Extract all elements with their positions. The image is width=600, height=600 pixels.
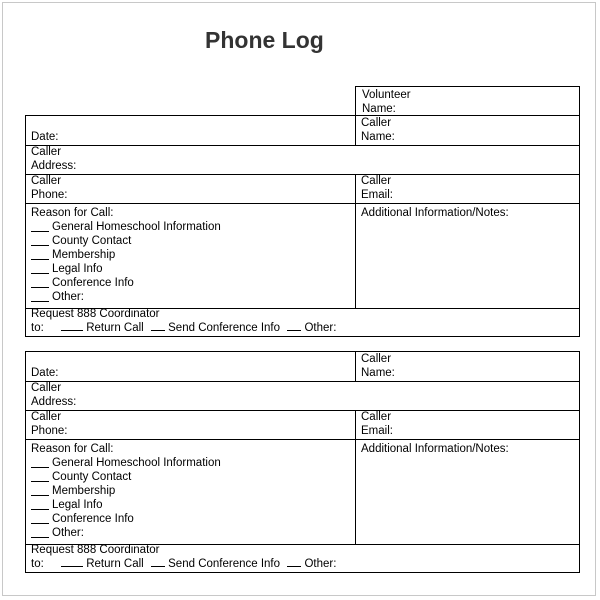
caller-phone-label-1: Caller xyxy=(31,411,62,423)
reason-option[interactable] xyxy=(31,290,355,304)
caller-phone-field[interactable] xyxy=(26,411,356,439)
caller-email-field[interactable] xyxy=(356,175,579,203)
reason-option-label: County Contact xyxy=(52,235,132,247)
request-to-label: to: xyxy=(31,322,44,334)
reason-option-label: Conference Info xyxy=(52,513,134,525)
checkbox-blank[interactable] xyxy=(31,286,49,288)
caller-email-label-1: Caller xyxy=(361,175,392,187)
reason-option-label: Conference Info xyxy=(52,277,134,289)
caller-address-label-2: Address: xyxy=(31,160,77,172)
send-info-label: Send Conference Info xyxy=(168,322,281,334)
caller-phone-label-1: Caller xyxy=(31,175,62,187)
reason-option[interactable] xyxy=(31,470,355,484)
reason-option-label: General Homeschool Information xyxy=(52,457,221,469)
caller-address-label-1: Caller xyxy=(31,382,62,394)
other-label: Other: xyxy=(304,322,337,334)
reason-label: Reason for Call: xyxy=(31,207,114,219)
caller-name-field[interactable] xyxy=(356,352,579,381)
request-coordinator-section xyxy=(26,545,579,572)
reason-option[interactable] xyxy=(31,220,355,234)
other-label: Other: xyxy=(304,558,337,570)
reason-label: Reason for Call: xyxy=(31,443,114,455)
checkbox-blank[interactable] xyxy=(31,522,49,524)
reason-option-label: Membership xyxy=(52,485,116,497)
caller-name-label-2: Name: xyxy=(361,367,395,379)
reason-option[interactable] xyxy=(31,234,355,248)
reason-option[interactable] xyxy=(31,498,355,512)
return-call-label: Return Call xyxy=(86,322,144,334)
reason-option-label: Membership xyxy=(52,249,116,261)
return-call-blank[interactable] xyxy=(61,565,83,567)
caller-phone-label-2: Phone: xyxy=(31,189,68,201)
reason-option[interactable] xyxy=(31,276,355,290)
caller-email-label-2: Email: xyxy=(361,425,393,437)
reason-option-label: Other: xyxy=(52,527,84,539)
send-info-blank[interactable] xyxy=(151,565,165,567)
caller-address-label-2: Address: xyxy=(31,396,77,408)
date-label: Date: xyxy=(31,131,59,143)
other-blank[interactable] xyxy=(287,329,301,331)
date-label: Date: xyxy=(31,367,59,379)
caller-address-field[interactable] xyxy=(26,382,579,410)
caller-name-field[interactable] xyxy=(356,116,579,145)
send-info-blank[interactable] xyxy=(151,329,165,331)
phone-log-entry xyxy=(25,115,580,337)
reason-option-label: General Homeschool Information xyxy=(52,221,221,233)
caller-address-field[interactable] xyxy=(26,146,579,174)
request-options xyxy=(31,321,579,335)
reason-option-label: Legal Info xyxy=(52,499,103,511)
checkbox-blank[interactable] xyxy=(31,466,49,468)
request-to-label: to: xyxy=(31,558,44,570)
date-field[interactable] xyxy=(26,116,356,145)
volunteer-label-line1: Volunteer xyxy=(362,89,411,101)
caller-phone-label-2: Phone: xyxy=(31,425,68,437)
checkbox-blank[interactable] xyxy=(31,494,49,496)
volunteer-label-line2: Name: xyxy=(362,103,396,115)
checkbox-blank[interactable] xyxy=(31,508,49,510)
reason-option-label: Legal Info xyxy=(52,263,103,275)
reason-for-call-section xyxy=(26,204,356,308)
reason-option[interactable] xyxy=(31,512,355,526)
checkbox-blank[interactable] xyxy=(31,244,49,246)
reason-option[interactable] xyxy=(31,456,355,470)
caller-name-label-2: Name: xyxy=(361,131,395,143)
checkbox-blank[interactable] xyxy=(31,258,49,260)
reason-option-label: County Contact xyxy=(52,471,132,483)
caller-email-field[interactable] xyxy=(356,411,579,439)
reason-option[interactable] xyxy=(31,262,355,276)
reason-for-call-section xyxy=(26,440,356,544)
checkbox-blank[interactable] xyxy=(31,300,49,302)
request-coordinator-section xyxy=(26,309,579,336)
checkbox-blank[interactable] xyxy=(31,480,49,482)
send-info-label: Send Conference Info xyxy=(168,558,281,570)
return-call-label: Return Call xyxy=(86,558,144,570)
volunteer-name-field[interactable] xyxy=(355,86,580,116)
request-options xyxy=(31,557,579,571)
notes-field[interactable] xyxy=(356,440,579,544)
reason-option-label: Other: xyxy=(52,291,84,303)
notes-field[interactable] xyxy=(356,204,579,308)
checkbox-blank[interactable] xyxy=(31,272,49,274)
reason-option[interactable] xyxy=(31,484,355,498)
caller-email-label-1: Caller xyxy=(361,411,392,423)
page-title: Phone Log xyxy=(205,27,324,53)
reason-option[interactable] xyxy=(31,248,355,262)
caller-address-label-1: Caller xyxy=(31,146,62,158)
request-label: Request 888 Coordinator xyxy=(31,309,160,320)
checkbox-blank[interactable] xyxy=(31,536,49,538)
reason-option[interactable] xyxy=(31,526,355,540)
caller-name-label-1: Caller xyxy=(361,353,392,365)
caller-name-label-1: Caller xyxy=(361,117,392,129)
return-call-blank[interactable] xyxy=(61,329,83,331)
phone-log-entry xyxy=(25,351,580,573)
request-label: Request 888 Coordinator xyxy=(31,545,160,556)
notes-label: Additional Information/Notes: xyxy=(361,207,509,219)
date-field[interactable] xyxy=(26,352,356,381)
notes-label: Additional Information/Notes: xyxy=(361,443,509,455)
checkbox-blank[interactable] xyxy=(31,230,49,232)
other-blank[interactable] xyxy=(287,565,301,567)
caller-email-label-2: Email: xyxy=(361,189,393,201)
caller-phone-field[interactable] xyxy=(26,175,356,203)
